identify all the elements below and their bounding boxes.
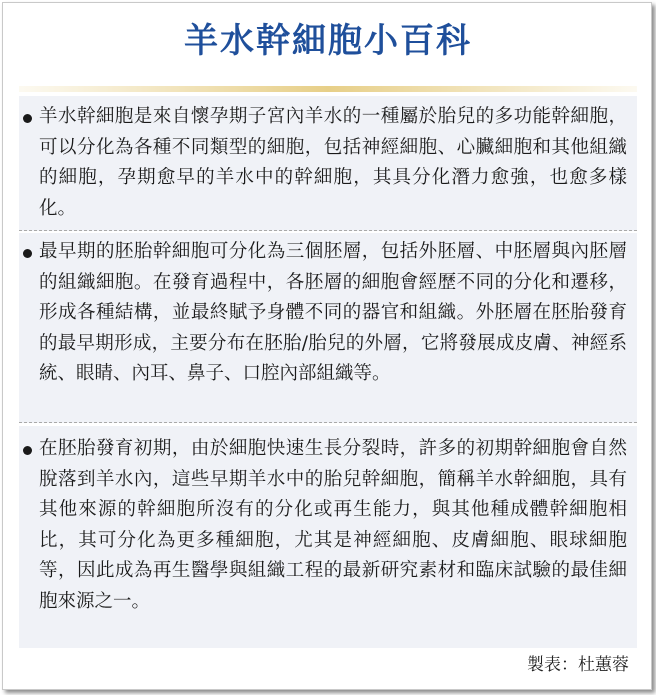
table-credit: 製表：杜蕙蓉 [527, 655, 629, 675]
bullet-icon [23, 249, 32, 258]
section-paragraph [19, 237, 637, 390]
section-text: 在胚胎發育初期，由於細胞快速生長分裂時，許多的初期幹細胞會自然脫落到羊水內，這些早期羊水中的胎兒幹細胞，簡稱羊水幹細胞，具有其他來源的幹細胞所沒有的分化或再生能力，與其他種成體幹細胞相比，其可分化為更多種細胞，尤其是神經細胞、皮膚細胞、眼球細胞等，因此成為再生醫學與組織工程的最新研究素材和臨床試驗的最佳細胞來源之一。 [39, 438, 627, 612]
section-paragraph [19, 102, 637, 224]
section-text: 最早期的胚胎幹細胞可分化為三個胚層，包括外胚層、中胚層與內胚層的組織細胞。在發育過程中，各胚層的細胞會經歷不同的分化和遷移，形成各種結構，並最終賦予身體不同的器官和組織。外胚層在胚胎發育的最早期形成，主要分布在胚胎/胎兒的外層，它將發展成皮膚、神經系統、眼睛、內耳、鼻子、口腔內部組織等。 [39, 241, 627, 385]
section-germ-layers [19, 233, 637, 423]
infobox-title: 羊水幹細胞小百科 [184, 21, 472, 61]
infobox-card [2, 2, 652, 690]
section-text: 羊水幹細胞是來自懷孕期子宮內羊水的一種屬於胎兒的多功能幹細胞，可以分化為各種不同類型的細胞，包括神經細胞、心臟細胞和其他組織的細胞，孕期愈早的羊水中的幹細胞，其具分化潛力愈強，也愈多樣化。 [39, 106, 627, 219]
bullet-icon [23, 114, 32, 123]
title-divider [19, 86, 637, 92]
section-amniotic-stem-cell-definition [19, 96, 637, 231]
section-paragraph [19, 434, 637, 618]
bullet-icon [23, 446, 32, 455]
section-regenerative-potential [19, 426, 637, 648]
